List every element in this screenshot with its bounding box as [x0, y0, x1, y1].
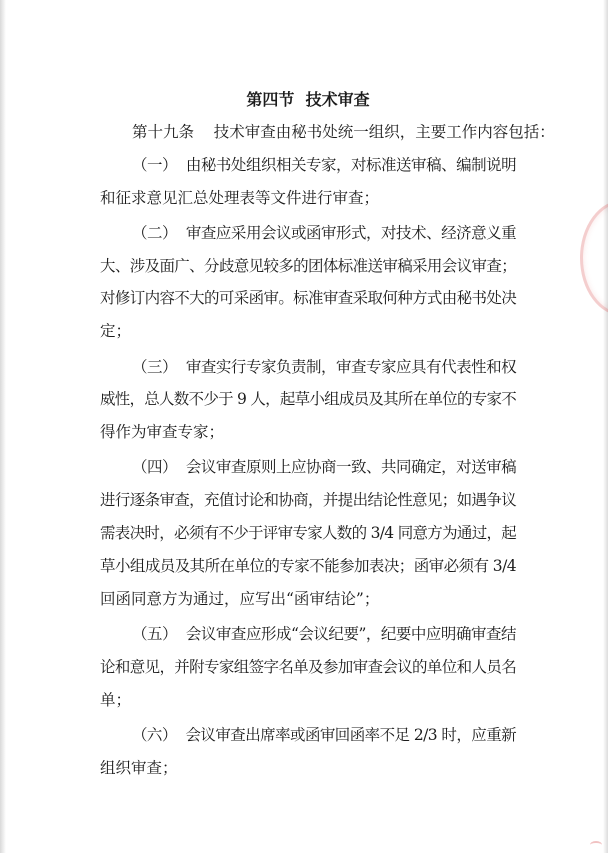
paragraph-line: [100, 618, 516, 651]
paragraph-line-text: 对修订内容不大的可采函审。标准审查采取何种方式由秘书处决: [100, 289, 517, 308]
seal-stamp-mark: [590, 841, 602, 849]
paragraph-line-text: （六） 会议审查出席率或函审回函率不足 2/3 时，应重新: [132, 725, 517, 744]
paragraph-line: [100, 752, 516, 785]
paragraph-line: [100, 250, 516, 283]
paragraph-line-text: 大、涉及面广、分歧意见较多的团体标准送审稿采用会议审查；: [100, 256, 517, 275]
paragraph-line: [100, 149, 516, 182]
seal-stamp-fragment: [580, 200, 608, 316]
paragraph-line: [100, 517, 516, 550]
paragraph-line-text: 得作为审查专家；: [100, 423, 225, 442]
paragraph-line: [100, 451, 516, 484]
paragraph-line-text: 组织审查；: [100, 758, 178, 777]
article-paragraph: [100, 149, 516, 215]
paragraph-line: [100, 282, 516, 315]
paragraph-line: [100, 651, 516, 684]
paragraph-line-text: 草小组成员及其所在单位的专家不能参加表决；函审必须有 3/4: [100, 556, 517, 575]
paragraph-line: [100, 684, 516, 717]
article-paragraph: [100, 719, 516, 785]
paragraph-line: [100, 416, 516, 449]
section-title: 第四节 技术审查: [246, 90, 370, 109]
paragraph-line: [100, 383, 516, 416]
paragraph-line: [100, 550, 516, 583]
paragraph-line-text: （二） 审查应采用会议或函审形式，对技术、经济意义重: [132, 223, 517, 242]
article-paragraph: [100, 116, 555, 149]
paragraph-line: [100, 182, 516, 215]
paragraph-line: [100, 484, 516, 517]
paragraph-list: [100, 116, 555, 784]
paragraph-line-text: 需表决时，必须有不少于评审专家人数的 3/4 同意方为通过，起: [100, 524, 517, 543]
paragraph-line-text: 论和意见，并附专家组签字名单及参加审查会议的单位和人员名: [100, 657, 517, 676]
article-paragraph: [100, 217, 516, 348]
paragraph-line-text: 和征求意见汇总处理表等文件进行审查；: [100, 188, 380, 207]
paragraph-line: [100, 116, 555, 149]
paragraph-line-text: （四） 会议审查原则上应协商一致、共同确定，对送审稿: [132, 458, 517, 477]
article-paragraph: [100, 351, 516, 449]
paragraph-line-text: 威性，总人数不少于 9 人，起草小组成员及其所在单位的专家不: [100, 390, 517, 409]
scan-edge-shadow-left: [0, 0, 6, 853]
paragraph-line-text: 第十九条 技术审查由秘书处统一组织，主要工作内容包括：: [132, 123, 555, 141]
article-paragraph: [100, 618, 516, 716]
paragraph-line-text: 回函同意方为通过，应写出“函审结论”；: [100, 589, 380, 608]
paragraph-line: [100, 719, 516, 752]
paragraph-line: [100, 315, 516, 348]
paragraph-line-text: （五） 会议审查应形成“会议纪要”，纪要中应明确审查结: [132, 624, 516, 643]
paragraph-line: [100, 217, 516, 250]
article-paragraph: [100, 451, 516, 615]
scan-edge-shadow-right: [603, 0, 608, 853]
paragraph-line-text: 进行逐条审查，充值讨论和协商，并提出结论性意见；如遇争议: [100, 491, 517, 510]
paragraph-line-text: 单；: [100, 690, 132, 709]
paragraph-line: [100, 583, 516, 616]
paragraph-line-text: （一） 由秘书处组织相关专家，对标准送审稿、编制说明: [132, 155, 517, 174]
paragraph-line-text: 定；: [100, 322, 132, 341]
document-body: [100, 84, 555, 784]
paragraph-line-text: （三） 审查实行专家负责制，审查专家应具有代表性和权: [132, 357, 517, 376]
paragraph-line: [100, 351, 516, 384]
